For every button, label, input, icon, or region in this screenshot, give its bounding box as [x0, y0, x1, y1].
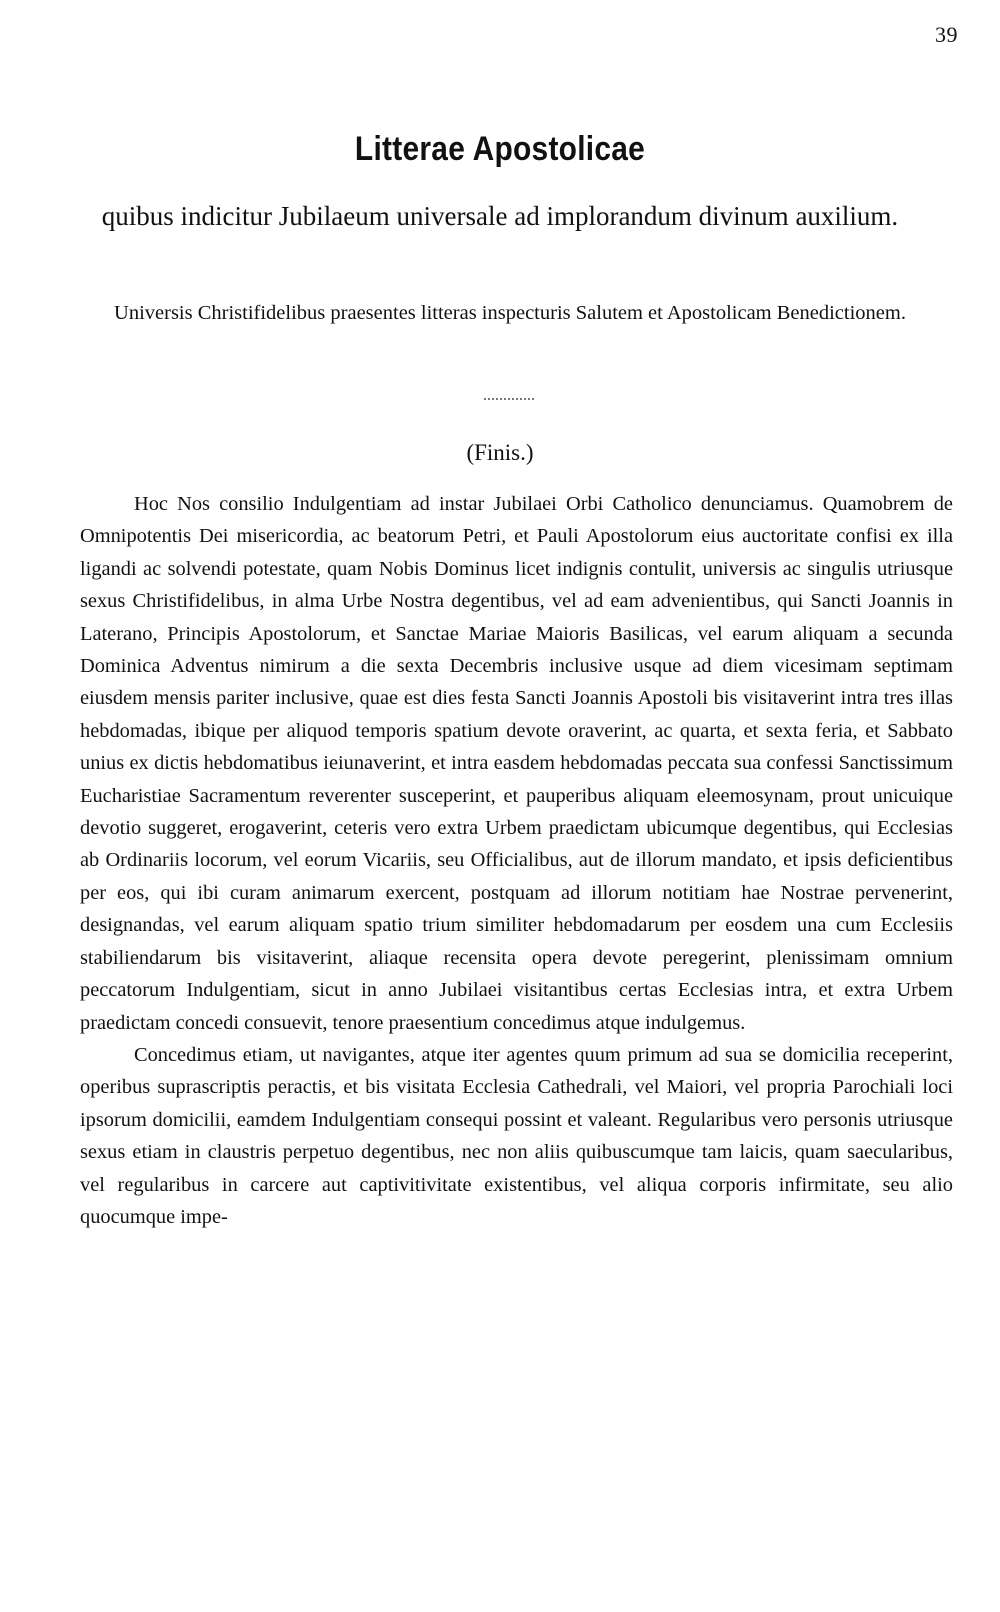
- document-subtitle: quibus indicitur Jubilaeum universale ad implorandum divinum auxilium.: [101, 201, 899, 231]
- paragraph-2: Concedimus etiam, ut navigantes, atque iter agentes quum primum ad sua se domicilia receperint, operibus suprascriptis peractis, et bis visitata Ecclesia Cathedrali, vel Maiori, vel propria Parochiali loci ipsorum domicilii, eamdem Indulgentiam consequi possint et valeant. Regularibus vero personis utriusque sexus etiam in claustris perpetuo degentibus, nec non aliis quibuscumque tam laicis, quam saecularibus, vel regularibus in carcere aut captivitivitate existentibus, vel aliqua corporis infirmitate, seu alio quocumque impe-: [80, 1043, 953, 1228]
- paragraph-1: Hoc Nos consilio Indulgentiam ad instar Jubilaei Orbi Catholico denunciamus. Quamobrem de Omnipotentis Dei misericordia, ac beatorum Petri, et Pauli Apostolorum eius auctoritate confisi ex illa ligandi ac solvendi potestate, quam Nobis Dominus licet indignis contulit, universis ac singulis utriusque sexus Christifidelibus, in alma Urbe Nostra degentibus, vel ad eam advenientibus, qui Sancti Joannis in Laterano, Principis Apostolorum, et Sanctae Mariae Maioris Basilicas, vel earum aliquam a secunda Dominica Adventus nimirum a die sexta Decembris inclusive usque ad diem vicesimam septimam eiusdem mensis pariter inclusive, quae est dies festa Sancti Joannis Apostoli bis visitaverint intra tres illas hebdomadas, ibique per aliquod temporis spatium devote oraverint, ac quarta, et sexta feria, et Sabbato unius ex dictis hebdomatibus ieiunaverint, et intra easdem hebdomadas peccata sua confessi Sanctissimum Eucharistiae Sacramentum reverenter susceperint, et pauperibus aliquam eleemosynam, prout unicuique devotio suggeret, erogaverint, ceteris vero extra Urbem praedictam ubicumque degentibus, qui Ecclesias ab Ordinariis locorum, vel eorum Vicariis, seu Officialibus, aut de illorum mandato, et ipsis deficientibus per eos, qui ibi curam animarum exercent, postquam ad illorum notitiam hae Nostrae pervenerint, designandas, vel earum aliquam spatio trium similiter hebdomadarum per eosdem una cum Ecclesiis stabiliendarum bis visitaverint, aliaque recensita opera devote peregerint, plenissimam omnium peccatorum Indulgentiam, sicut in anno Jubilaei visitantibus certas Ecclesias intra, et extra Urbem praedictam concedi consuevit, tenore praesentium concedimus atque indulgemus.: [80, 493, 953, 1034]
- salutation: Universis Christifidelibus praesentes litteras inspecturis Salutem et Apostolicam Benedictionem.: [114, 302, 906, 324]
- section-divider: [484, 398, 534, 400]
- body-text: [80, 488, 953, 1233]
- finis-marker: (Finis.): [466, 440, 534, 465]
- document-title: Litterae Apostolicae: [354, 130, 646, 168]
- page-number: 39: [935, 22, 958, 47]
